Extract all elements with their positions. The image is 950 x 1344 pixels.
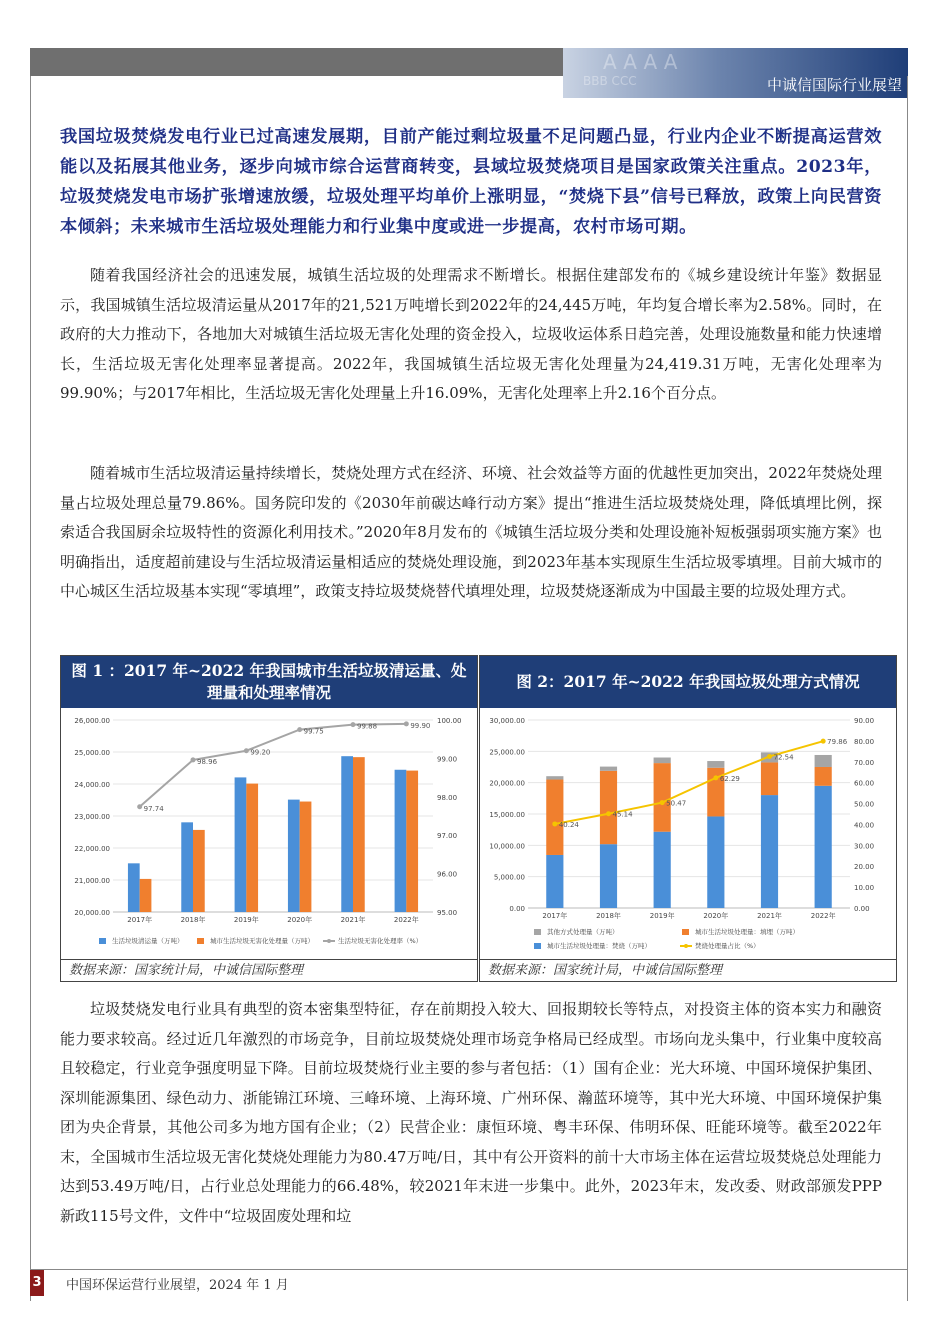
bar — [353, 757, 365, 912]
decorative-letters-icon: BBB CCC — [583, 74, 637, 88]
bar-segment — [707, 816, 724, 908]
bar — [300, 802, 312, 912]
figure-2 — [479, 655, 897, 982]
line-point — [552, 821, 557, 826]
y-right-tick-label: 99.00 — [437, 755, 458, 764]
bar-segment — [815, 767, 832, 786]
paragraph-2: 随着城市生活垃圾清运量持续增长，焚烧处理方式在经济、环境、社会效益等方面的优越性更加突出，2022年焚烧处理量占垃圾处理总量79.86%。国务院印发的《2030年前碳达峰行动方案》提出“推进生活垃圾焚烧处理，降低填埋比例，探索适合我国厨余垃圾特性的资源化利用技术。”2020年8月发布的《城镇生活垃圾分类和处理设施补短板强弱项实施方案》也明确指出，适度超前建设与生活垃圾清运量相适应的焚烧处理设施，到2023年基本实现原生生活垃圾零填埋。目前大城市的中心城区生活垃圾基本实现“零填埋”，政策支持垃圾焚烧替代填埋处理，垃圾焚烧逐渐成为中国最主要的垃圾处理方式。 — [60, 464, 882, 600]
line-point — [297, 727, 302, 732]
y-right-tick-label: 80.00 — [854, 737, 875, 746]
paragraph-1: 随着我国经济社会的迅速发展，城镇生活垃圾的处理需求不断增长。根据住建部发布的《城乡建设统计年鉴》数据显示，我国城镇生活垃圾清运量从2017年的21,521万吨增长到2022年的24,445万吨，年均复合增长率为2.58%。同时，在政府的大力推动下，各地加大对城镇生活垃圾无害化处理的资金投入，垃圾收运体系日趋完善，处理设施数量和能力快速增长，生活垃圾无害化处理率显著提高。2022年，我国城镇生活垃圾无害化处理量为24,419.31万吨，无害化处理率为99.90%；与2017年相比，生活垃圾无害化处理量上升16.09%，无害化处理率上升2.16个百分点。 — [60, 266, 882, 402]
line-data-label: 62.29 — [719, 774, 740, 783]
y-right-tick-label: 40.00 — [854, 821, 875, 830]
bar — [288, 800, 300, 912]
figure-1-source: 数据来源：国家统计局，中诚信国际整理 — [61, 959, 477, 981]
y-right-tick-label: 95.00 — [437, 909, 458, 917]
x-tick-label: 2017年 — [542, 912, 568, 920]
line-data-label: 97.74 — [143, 804, 164, 813]
y-right-tick-label: 96.00 — [437, 870, 458, 879]
bar-segment — [600, 767, 617, 771]
legend-label: 城市生活垃圾无害化处理量（万吨） — [210, 937, 314, 945]
y-right-tick-label: 50.00 — [854, 800, 875, 809]
legend-label: 生活垃圾无害化处理率（%） — [338, 937, 423, 945]
line-data-label: 99.75 — [303, 727, 324, 736]
footer-line — [30, 1269, 908, 1270]
line-point — [404, 721, 409, 726]
y-left-tick-label: 0.00 — [509, 905, 525, 913]
summary-text: 我国垃圾焚烧发电行业已过高速发展期，目前产能过剩垃圾量不足问题凸显，行业内企业不断提高运营效能以及拓展其他业务，逐步向城市综合运营商转变，县域垃圾焚烧项目是国家政策关注重点。2023年，垃圾焚烧发电市场扩张增速放缓，垃圾处理平均单价上涨明显，“焚烧下县”信号已释放，政策上向民营资本倾斜；未来城市生活垃圾处理能力和行业集中度或进一步提高，农村市场可期。 — [60, 127, 882, 237]
bar-segment — [761, 795, 778, 908]
x-tick-label: 2018年 — [180, 916, 206, 924]
bar-segment — [600, 771, 617, 844]
line-data-label: 40.24 — [558, 820, 579, 829]
bar — [395, 770, 407, 912]
bar-segment — [654, 758, 671, 764]
bar — [193, 830, 205, 912]
x-tick-label: 2020年 — [703, 912, 729, 920]
bar-segment — [600, 844, 617, 908]
line-point — [606, 811, 611, 816]
bar-segment — [654, 832, 671, 908]
y-right-tick-label: 70.00 — [854, 758, 875, 767]
legend-swatch — [534, 943, 541, 949]
line-data-label: 50.47 — [666, 799, 687, 808]
y-left-tick-label: 25,000.00 — [74, 749, 110, 757]
decorative-letters-icon: AAAA — [603, 50, 684, 74]
bar — [128, 863, 140, 912]
legend-label: 生活垃圾清运量（万吨） — [112, 937, 184, 945]
figure-1-title: 图 1 ：2017 年~2022 年我国城市生活垃圾清运量、处理量和处理率情况 — [61, 656, 477, 708]
legend-swatch — [99, 938, 106, 944]
bar — [341, 756, 353, 912]
line-data-label: 99.20 — [250, 748, 271, 757]
bar — [235, 777, 247, 912]
bar-segment — [761, 762, 778, 795]
x-tick-label: 2022年 — [810, 912, 836, 920]
y-right-tick-label: 90.00 — [854, 717, 875, 725]
y-right-tick-label: 98.00 — [437, 793, 458, 802]
y-right-tick-label: 60.00 — [854, 779, 875, 788]
line-point — [713, 775, 718, 780]
line-point — [137, 804, 142, 809]
y-left-tick-label: 25,000.00 — [489, 748, 525, 757]
y-left-tick-label: 21,000.00 — [74, 877, 110, 885]
y-right-tick-label: 30.00 — [854, 842, 875, 851]
x-tick-label: 2018年 — [596, 912, 621, 920]
y-left-tick-label: 26,000.00 — [74, 717, 110, 725]
bar-segment — [546, 780, 563, 855]
line-data-label: 99.90 — [410, 721, 431, 730]
page-number: 3 — [30, 1270, 44, 1296]
line-point — [660, 800, 665, 805]
line-point — [191, 757, 196, 762]
y-left-tick-label: 22,000.00 — [74, 845, 110, 853]
bar-segment — [707, 761, 724, 768]
x-tick-label: 2019年 — [233, 916, 259, 924]
footer-text: 中国环保运营行业展望，2024 年 1 月 — [66, 1278, 289, 1293]
y-left-tick-label: 24,000.00 — [74, 781, 110, 789]
bar — [246, 784, 258, 912]
y-right-tick-label: 100.00 — [437, 717, 462, 725]
line-data-label: 45.14 — [612, 810, 633, 819]
y-left-tick-label: 15,000.00 — [489, 811, 525, 819]
bar-segment — [815, 786, 832, 908]
bar-segment — [654, 763, 671, 832]
bar-segment — [546, 855, 563, 908]
line-point — [244, 748, 249, 753]
line-point — [351, 722, 356, 727]
figure-1-chart — [61, 710, 477, 958]
figure-2-title: 图 2：2017 年~2022 年我国垃圾处理方式情况 — [480, 656, 896, 708]
bar-segment — [815, 755, 832, 767]
y-left-tick-label: 20,000.00 — [74, 909, 110, 917]
legend-label: 城市生活垃圾处理量：填埋（万吨） — [695, 928, 799, 936]
page-frame-left — [30, 76, 31, 1301]
line-data-label: 99.88 — [357, 722, 378, 731]
legend-swatch-dot — [684, 944, 688, 948]
y-left-tick-label: 23,000.00 — [74, 813, 110, 821]
page-frame-right — [907, 76, 908, 1301]
x-tick-label: 2019年 — [649, 912, 675, 920]
y-right-tick-label: 20.00 — [854, 863, 875, 872]
x-tick-label: 2021年 — [340, 916, 366, 924]
y-right-tick-label: 97.00 — [437, 832, 458, 841]
header-title: 中诚信国际行业展望 — [766, 76, 902, 94]
line-point — [821, 739, 826, 744]
bar — [140, 879, 152, 912]
y-left-tick-label: 10,000.00 — [489, 842, 525, 851]
y-left-tick-label: 20,000.00 — [489, 779, 525, 788]
y-left-tick-label: 5,000.00 — [493, 873, 525, 882]
line-data-label: 79.86 — [827, 738, 848, 747]
x-tick-label: 2021年 — [757, 912, 782, 920]
bar-segment — [546, 776, 563, 779]
figure-2-chart — [480, 710, 896, 958]
figure-2-source: 数据来源：国家统计局，中诚信国际整理 — [480, 959, 896, 981]
y-right-tick-label: 10.00 — [854, 884, 875, 893]
paragraph-3: 垃圾焚烧发电行业具有典型的资本密集型特征，存在前期投入较大、回报期较长等特点，对投资主体的资本实力和融资能力要求较高。经过近几年激烈的市场竞争，目前垃圾焚烧处理市场竞争格局已经成型。市场向龙头集中，行业集中度较高且较稳定，行业竞争强度明显下降。目前垃圾焚烧行业主要的参与者包括：（1）国有企业：光大环境、中国环境保护集团、深圳能源集团、绿色动力、浙能锦江环境、三峰环境、上海环境、广州环保、瀚蓝环境等，其中光大环境、中国环境保护集团为央企背景，其他公司多为地方国有企业；（2）民营企业：康恒环境、粤丰环保、伟明环保、旺能环境等。截至2022年末，全国城市生活垃圾无害化焚烧处理能力为80.47万吨/日，其中有公开资料的前十大市场主体在运营垃圾焚烧总处理能力达到53.49万吨/日，占行业总处理能力的66.48%，较2021年末进一步集中。此外，2023年末，发改委、财政部颁发PPP新政115号文件，文件中“垃圾固废处理和垃 — [60, 1000, 882, 1225]
line-data-label: 98.96 — [197, 757, 218, 766]
line-data-label: 72.54 — [773, 753, 794, 762]
bar — [181, 822, 193, 912]
y-left-tick-label: 30,000.00 — [489, 717, 525, 725]
legend-label: 焚烧处理量占比（%） — [695, 942, 760, 950]
legend-swatch-dot — [327, 939, 331, 943]
legend-swatch — [534, 929, 541, 935]
figure-1 — [60, 655, 478, 982]
x-tick-label: 2022年 — [393, 916, 419, 924]
legend-label: 其他方式处理量（万吨） — [547, 928, 619, 936]
bar — [406, 771, 418, 912]
series-line — [140, 724, 407, 807]
legend-swatch — [682, 929, 689, 935]
header-brand-banner — [563, 48, 908, 98]
y-right-tick-label: 0.00 — [854, 905, 870, 913]
line-point — [767, 754, 772, 759]
legend-label: 城市生活垃圾处理量：焚烧（万吨） — [547, 942, 651, 950]
legend-swatch — [197, 938, 204, 944]
x-tick-label: 2017年 — [127, 916, 153, 924]
x-tick-label: 2020年 — [287, 916, 313, 924]
